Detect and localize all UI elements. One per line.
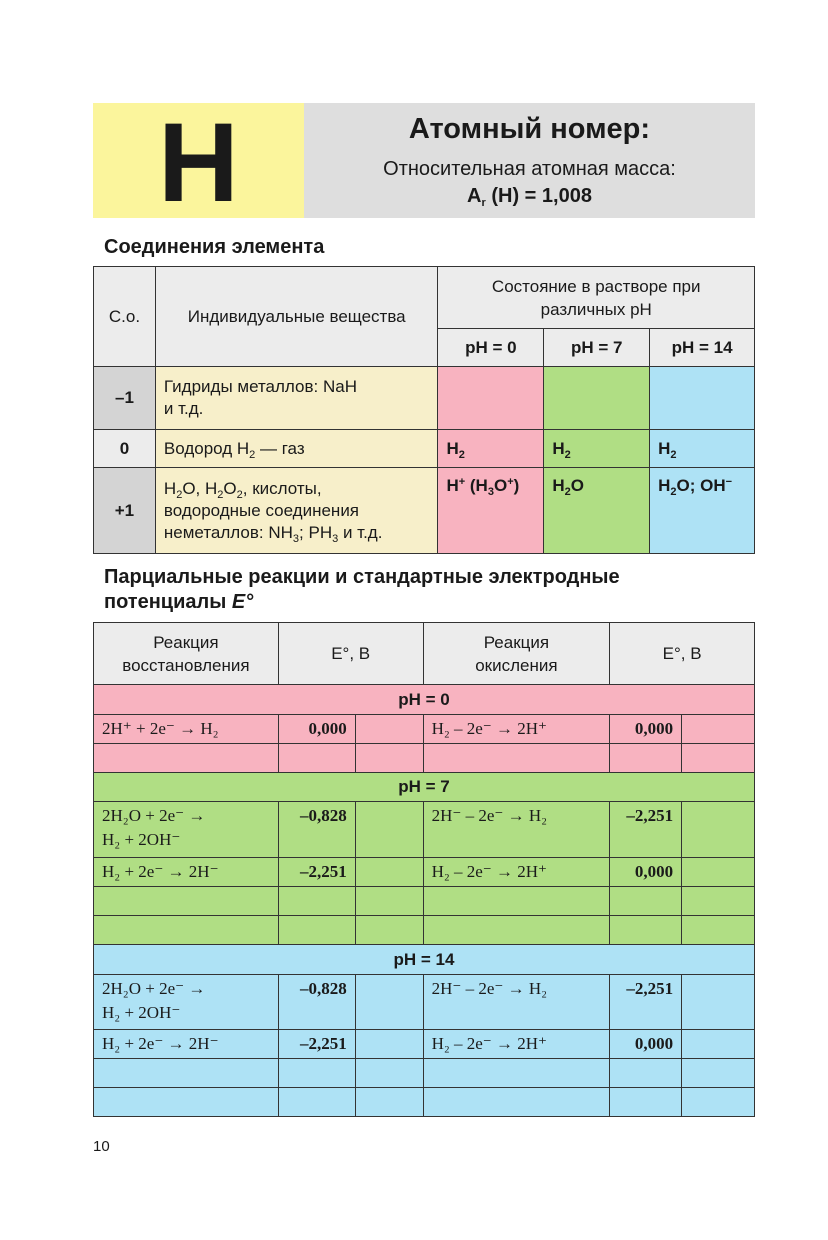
state-sub: 2 xyxy=(670,486,677,498)
reaction-line: 2H₂O + 2e⁻ → xyxy=(102,806,206,825)
potential-value: –0,828 xyxy=(278,975,355,1030)
state-sub: 2 xyxy=(564,486,571,498)
reaction-row xyxy=(94,1088,755,1117)
potential-value: 0,000 xyxy=(610,715,682,744)
state-text: O xyxy=(493,476,508,495)
empty-cell xyxy=(423,1088,610,1117)
reactions-title-line: потенциалы xyxy=(104,591,232,613)
empty-cell xyxy=(355,802,423,858)
mass-suffix: (H) = 1,008 xyxy=(485,185,592,207)
empty-cell xyxy=(355,858,423,887)
empty-cell xyxy=(94,1088,279,1117)
potential-symbol: E° xyxy=(231,591,254,613)
state-ph14 xyxy=(650,367,755,430)
empty-cell xyxy=(94,916,279,945)
empty-cell xyxy=(355,887,423,916)
state-sup: − xyxy=(725,476,733,488)
ox-state: –1 xyxy=(94,367,156,430)
col-substances: Индивидуальные вещества xyxy=(155,267,438,367)
substance-cell xyxy=(155,430,438,468)
element-header xyxy=(93,99,755,225)
state-sub: 2 xyxy=(670,448,677,461)
compound-row xyxy=(94,430,755,468)
substance-sub: 2 xyxy=(236,488,243,501)
state-text: H xyxy=(552,438,565,458)
mass-sub: r xyxy=(481,197,486,209)
col-oxidation-line: окисления xyxy=(475,655,558,675)
potential-value: 0,000 xyxy=(610,1030,682,1059)
state-ph14 xyxy=(650,468,755,554)
empty-cell xyxy=(355,1088,423,1117)
state-text: O; OH xyxy=(676,476,726,495)
state-ph7 xyxy=(544,468,650,554)
element-symbol-box xyxy=(93,99,304,225)
empty-cell xyxy=(423,887,610,916)
col-reduction xyxy=(94,623,279,685)
reaction-line: H₂ + 2OH⁻ xyxy=(102,1003,181,1022)
reduction-reaction: H₂ + 2e⁻ → 2H⁻ xyxy=(94,858,279,887)
empty-cell xyxy=(682,916,755,945)
empty-cell xyxy=(682,1059,755,1088)
state-text: H xyxy=(658,476,671,495)
state-sub: 2 xyxy=(564,448,571,461)
ph0-section-label: pH = 0 xyxy=(94,685,755,715)
empty-cell xyxy=(278,916,355,945)
reaction-row xyxy=(94,744,755,773)
empty-cell xyxy=(278,1059,355,1088)
reduction-reaction xyxy=(94,975,279,1030)
potential-value: –0,828 xyxy=(278,802,355,858)
element-symbol: H xyxy=(158,99,239,225)
mass-prefix: A xyxy=(467,185,482,207)
empty-cell xyxy=(278,744,355,773)
page-number: 10 xyxy=(93,1138,110,1155)
state-sup: + xyxy=(458,476,466,488)
compound-row xyxy=(94,468,755,554)
reaction-row xyxy=(94,1030,755,1059)
substance-text: , кислоты, xyxy=(242,478,322,498)
compound-row xyxy=(94,367,755,430)
empty-cell xyxy=(682,887,755,916)
substance-cell xyxy=(155,468,438,554)
empty-cell xyxy=(682,1030,755,1059)
element-info xyxy=(304,103,755,218)
empty-cell xyxy=(610,1059,682,1088)
potential-value: –2,251 xyxy=(278,858,355,887)
col-reduction-line: восстановления xyxy=(122,655,250,675)
substance-line: Гидриды металлов: NaH xyxy=(163,377,357,396)
reaction-row xyxy=(94,715,755,744)
substance-text: и т.д. xyxy=(338,522,383,542)
substance-text: O, H xyxy=(182,478,218,498)
empty-cell xyxy=(355,1030,423,1059)
substance-sub: 2 xyxy=(217,488,224,501)
empty-cell xyxy=(355,975,423,1030)
state-text: O xyxy=(570,476,584,495)
potential-value: 0,000 xyxy=(610,858,682,887)
empty-cell xyxy=(423,744,610,773)
empty-cell xyxy=(423,1059,610,1088)
substance-sub: 2 xyxy=(176,488,183,501)
oxidation-reaction: H₂ – 2e⁻ → 2H⁺ xyxy=(423,1030,610,1059)
col-oxidation xyxy=(423,623,610,685)
oxidation-reaction: 2H⁻ – 2e⁻ → H₂ xyxy=(423,975,610,1030)
empty-cell xyxy=(682,802,755,858)
state-text: H xyxy=(446,476,459,495)
reaction-row xyxy=(94,975,755,1030)
reaction-row xyxy=(94,916,755,945)
empty-cell xyxy=(682,715,755,744)
state-sub: 2 xyxy=(458,448,465,461)
empty-cell xyxy=(94,1059,279,1088)
reactions-table xyxy=(93,622,755,1117)
empty-cell xyxy=(610,916,682,945)
ox-state: 0 xyxy=(94,430,156,468)
atomic-number-label: Атомный номер: xyxy=(408,113,651,145)
substance-text: ; PH xyxy=(299,522,333,542)
empty-cell xyxy=(94,887,279,916)
ph14-section-label: pH = 14 xyxy=(94,945,755,975)
state-ph0 xyxy=(438,468,544,554)
substance-text: Водород H xyxy=(163,438,250,458)
ph7-header: pH = 7 xyxy=(544,329,650,367)
reaction-line: H₂ + 2OH⁻ xyxy=(102,830,181,849)
col-reduction-line: Реакция xyxy=(153,632,219,652)
potential-value: 0,000 xyxy=(278,715,355,744)
empty-cell xyxy=(610,744,682,773)
state-sub: 3 xyxy=(487,486,494,498)
reaction-row xyxy=(94,1059,755,1088)
substance-text: неметаллов: NH xyxy=(163,522,293,542)
ox-state: +1 xyxy=(94,468,156,554)
empty-cell xyxy=(682,744,755,773)
empty-cell xyxy=(94,744,279,773)
atomic-mass-label: Относительная атомная масса: xyxy=(383,158,676,180)
state-ph0 xyxy=(438,430,544,468)
state-ph7 xyxy=(544,367,650,430)
reaction-row xyxy=(94,887,755,916)
state-ph0 xyxy=(438,367,544,430)
state-sup: + xyxy=(507,476,514,488)
state-text: ) xyxy=(513,476,520,495)
ph7-section-label: pH = 7 xyxy=(94,773,755,802)
reaction-row xyxy=(94,858,755,887)
state-ph7 xyxy=(544,430,650,468)
col-e2: E°, В xyxy=(610,623,755,685)
potential-value: –2,251 xyxy=(610,975,682,1030)
reduction-reaction xyxy=(94,802,279,858)
empty-cell xyxy=(682,1088,755,1117)
oxidation-reaction: 2H⁻ – 2e⁻ → H₂ xyxy=(423,802,610,858)
state-text: H xyxy=(446,438,459,458)
oxidation-reaction: H₂ – 2e⁻ → 2H⁺ xyxy=(423,858,610,887)
state-text: (H xyxy=(465,476,488,495)
empty-cell xyxy=(355,744,423,773)
empty-cell xyxy=(355,715,423,744)
compounds-table xyxy=(93,266,755,554)
state-ph14 xyxy=(650,430,755,468)
empty-cell xyxy=(278,887,355,916)
substance-text: H xyxy=(163,478,177,498)
reaction-row xyxy=(94,802,755,858)
empty-cell xyxy=(355,1059,423,1088)
compounds-title: Соединения элемента xyxy=(104,236,325,258)
empty-cell xyxy=(423,916,610,945)
state-text: H xyxy=(658,438,671,458)
empty-cell xyxy=(355,916,423,945)
potential-value: –2,251 xyxy=(610,802,682,858)
ph14-header: pH = 14 xyxy=(650,329,755,367)
reactions-title-line: Парциальные реакции и стандартные электродные xyxy=(104,566,620,588)
empty-cell xyxy=(610,1088,682,1117)
empty-cell xyxy=(610,887,682,916)
substance-text: водородные соединения xyxy=(163,500,360,520)
reduction-reaction: H₂ + 2e⁻ → 2H⁻ xyxy=(94,1030,279,1059)
col-oxidation-line: Реакция xyxy=(483,632,550,652)
substance-sub: 3 xyxy=(332,532,339,545)
reaction-line: 2H₂O + 2e⁻ → xyxy=(102,979,206,998)
potential-value: –2,251 xyxy=(278,1030,355,1059)
empty-cell xyxy=(682,858,755,887)
oxidation-reaction: H₂ – 2e⁻ → 2H⁺ xyxy=(423,715,610,744)
atomic-mass-value xyxy=(304,185,755,208)
substance-line: и т.д. xyxy=(163,399,204,418)
substance-text: O xyxy=(223,478,237,498)
reduction-reaction: 2H⁺ + 2e⁻ → H₂ xyxy=(94,715,279,744)
substance-cell xyxy=(155,367,438,430)
col-solution-state: Состояние в растворе при различных pH xyxy=(438,267,755,329)
substance-text: — газ xyxy=(255,438,305,458)
col-e1: E°, В xyxy=(278,623,423,685)
state-text: H xyxy=(552,476,565,495)
col-oxidation-state: С.о. xyxy=(94,267,156,367)
reactions-title xyxy=(104,565,620,615)
empty-cell xyxy=(682,975,755,1030)
empty-cell xyxy=(278,1088,355,1117)
ph0-header: pH = 0 xyxy=(438,329,544,367)
substance-sub: 2 xyxy=(249,448,256,461)
substance-sub: 3 xyxy=(292,532,300,545)
